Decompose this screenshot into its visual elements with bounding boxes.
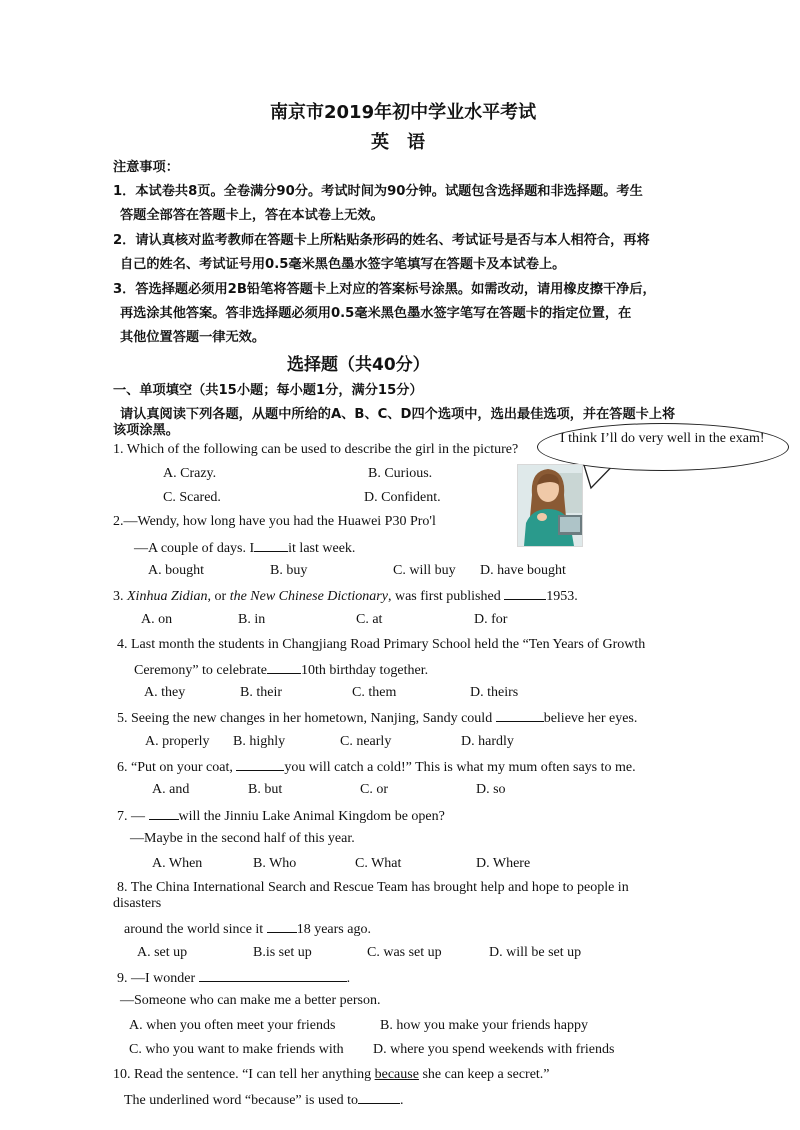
q3-answer-blank (504, 587, 546, 600)
q9-option-c: C. who you want to make friends with (129, 1042, 344, 1057)
q9-line-2: —Someone who can make me a better person. (120, 993, 381, 1008)
q9-stem (117, 969, 350, 987)
q5-post: believe her eyes. (543, 711, 638, 726)
q7-line-2: —Maybe in the second half of this year. (130, 831, 355, 846)
q6-option-d: D. so (476, 782, 506, 797)
q9-option-a: A. when you often meet your friends (129, 1018, 336, 1033)
q10-answer-blank (358, 1091, 400, 1104)
q4-line-2-pre: Ceremony” to celebrate (134, 663, 267, 678)
q4-line-2-post: 10th birthday together. (300, 663, 429, 678)
q1-option-d: D. Confident. (364, 490, 441, 505)
q8-answer-blank (267, 920, 297, 933)
q10-line-2-pre: The underlined word “because” is used to (124, 1093, 359, 1108)
q7-answer-blank (149, 807, 179, 820)
part-title: 一、单项填空（共15小题；每小题1分，满分15分） (113, 383, 423, 398)
q9-option-d: D. where you spend weekends with friends (373, 1042, 615, 1057)
q2-option-d: D. have bought (480, 563, 566, 578)
section-title: 选择题（共40分） (287, 355, 430, 375)
q2-line-2-post: it last week. (288, 541, 356, 556)
q7-option-d: D. Where (476, 856, 531, 871)
q6-option-c: C. or (360, 782, 388, 797)
q3-end: 1953. (546, 589, 578, 604)
q7-stem (117, 807, 445, 825)
q4-option-c: C. them (352, 685, 397, 700)
q3-option-d: D. for (474, 612, 508, 627)
q3-mid: , or (207, 589, 230, 604)
q7-post: will the Jinniu Lake Animal Kingdom be open? (178, 809, 445, 824)
q4-answer-blank (267, 661, 301, 674)
q2-option-a: A. bought (148, 563, 204, 578)
exam-title: 南京市2019年初中学业水平考试 (270, 102, 537, 123)
q10-stem (113, 1067, 550, 1083)
q10-line-2 (124, 1091, 404, 1109)
q9-pre: 9. —I wonder (117, 971, 196, 986)
q3-stem (113, 587, 578, 605)
q2-line-2-pre: —A couple of days. I (134, 541, 255, 556)
notes-heading: 注意事项： (113, 160, 179, 175)
q5-option-c: C. nearly (340, 734, 392, 749)
q1-option-a: A. Crazy. (163, 466, 217, 481)
q7-option-c: C. What (355, 856, 402, 871)
q8-option-c: C. was set up (367, 945, 442, 960)
q3-italic-1: Xinhua Zidian (127, 589, 208, 604)
q2-line-2 (134, 539, 355, 557)
q8-option-d: D. will be set up (489, 945, 582, 960)
q3-italic-2: the New Chinese Dictionary (229, 589, 388, 604)
q10-line-2-post: . (400, 1093, 404, 1108)
note-2-line-2: 自己的姓名、考试证号用0.5毫米黑色墨水签字笔填写在答题卡及本试卷上。 (120, 257, 566, 272)
note-3-line-1: 3．答选择题必须用2B铅笔将答题卡上对应的答案标号涂黑。如需改动，请用橡皮擦干净后， (113, 282, 656, 297)
q4-line-2 (134, 661, 428, 679)
girl-photo (517, 464, 583, 547)
q5-option-b: B. highly (233, 734, 286, 749)
q5-answer-blank (496, 709, 544, 722)
q4-option-d: D. theirs (470, 685, 519, 700)
q1-option-c: C. Scared. (163, 490, 221, 505)
q3-num: 3. (113, 589, 127, 604)
q6-option-a: A. and (152, 782, 190, 797)
speech-bubble-text: I think I’ll do very well in the exam! (560, 431, 765, 446)
q8-option-a: A. set up (137, 945, 188, 960)
q7-option-b: B. Who (253, 856, 297, 871)
note-3-line-2: 再选涂其他答案。答非选择题必须用0.5毫米黑色墨水签字笔写在答题卡的指定位置，在 (120, 306, 632, 321)
q6-post: you will catch a cold!” This is what my mum often says to me. (284, 760, 636, 775)
note-1-line-1: 1．本试卷共8页。全卷满分90分。考试时间为90分钟。试题包含选择题和非选择题。考生 (113, 184, 643, 199)
q3-post: , was first published (387, 589, 501, 604)
q3-option-a: A. on (141, 612, 173, 627)
instruction-line-1: 请认真阅读下列各题，从题中所给的A、B、C、D四个选项中，选出最佳选项，并在答题卡上将 (120, 407, 676, 422)
q5-pre: 5. Seeing the new changes in her hometown, Nanjing, Sandy could (117, 711, 493, 726)
q4-option-b: B. their (240, 685, 282, 700)
q9-answer-blank (199, 969, 347, 982)
q5-stem (117, 709, 637, 727)
q10-underlined-word: because (374, 1067, 419, 1082)
q10-post: she can keep a secret.” (418, 1067, 550, 1082)
q8-line-3-post: 18 years ago. (296, 922, 371, 937)
q7-pre: 7. — (117, 809, 145, 824)
q5-option-d: D. hardly (461, 734, 514, 749)
q8-line-1: 8. The China International Search and Rescue Team has brought help and hope to people in (117, 880, 629, 895)
q9-post: . (346, 971, 351, 986)
subject-title: 英 语 (371, 132, 425, 153)
q3-option-b: B. in (238, 612, 266, 627)
q6-answer-blank (236, 758, 284, 771)
q4-line-1: 4. Last month the students in Changjiang Road Primary School held the “Ten Years of Growth (117, 637, 646, 652)
instruction-line-2: 该项涂黑。 (113, 423, 179, 438)
q2-answer-blank (254, 539, 288, 552)
note-1-line-2: 答题全部答在答题卡上，答在本试卷上无效。 (120, 208, 384, 223)
q8-line-3 (124, 920, 371, 938)
q10-pre: 10. Read the sentence. “I can tell her anything (113, 1067, 375, 1082)
note-2-line-1: 2．请认真核对监考教师在答题卡上所粘贴条形码的姓名、考试证号是否与本人相符合，再将 (113, 233, 650, 248)
q9-option-b: B. how you make your friends happy (380, 1018, 589, 1033)
note-3-line-3: 其他位置答题一律无效。 (120, 330, 266, 345)
q8-line-3-pre: around the world since it (124, 922, 264, 937)
q6-stem (117, 758, 636, 776)
q1-stem: 1. Which of the following can be used to describe the girl in the picture? (113, 442, 519, 457)
q2-option-c: C. will buy (393, 563, 456, 578)
q5-option-a: A. properly (145, 734, 210, 749)
q7-option-a: A. When (152, 856, 203, 871)
q2-line-1: 2.—Wendy, how long have you had the Huawei P30 Pro'l (113, 514, 436, 529)
q8-line-2: disasters (113, 896, 162, 911)
q3-option-c: C. at (356, 612, 383, 627)
q8-option-b: B.is set up (253, 945, 312, 960)
q2-option-b: B. buy (270, 563, 308, 578)
q4-option-a: A. they (144, 685, 186, 700)
q6-option-b: B. but (248, 782, 283, 797)
q6-pre: 6. “Put on your coat, (117, 760, 233, 775)
q1-option-b: B. Curious. (368, 466, 433, 481)
